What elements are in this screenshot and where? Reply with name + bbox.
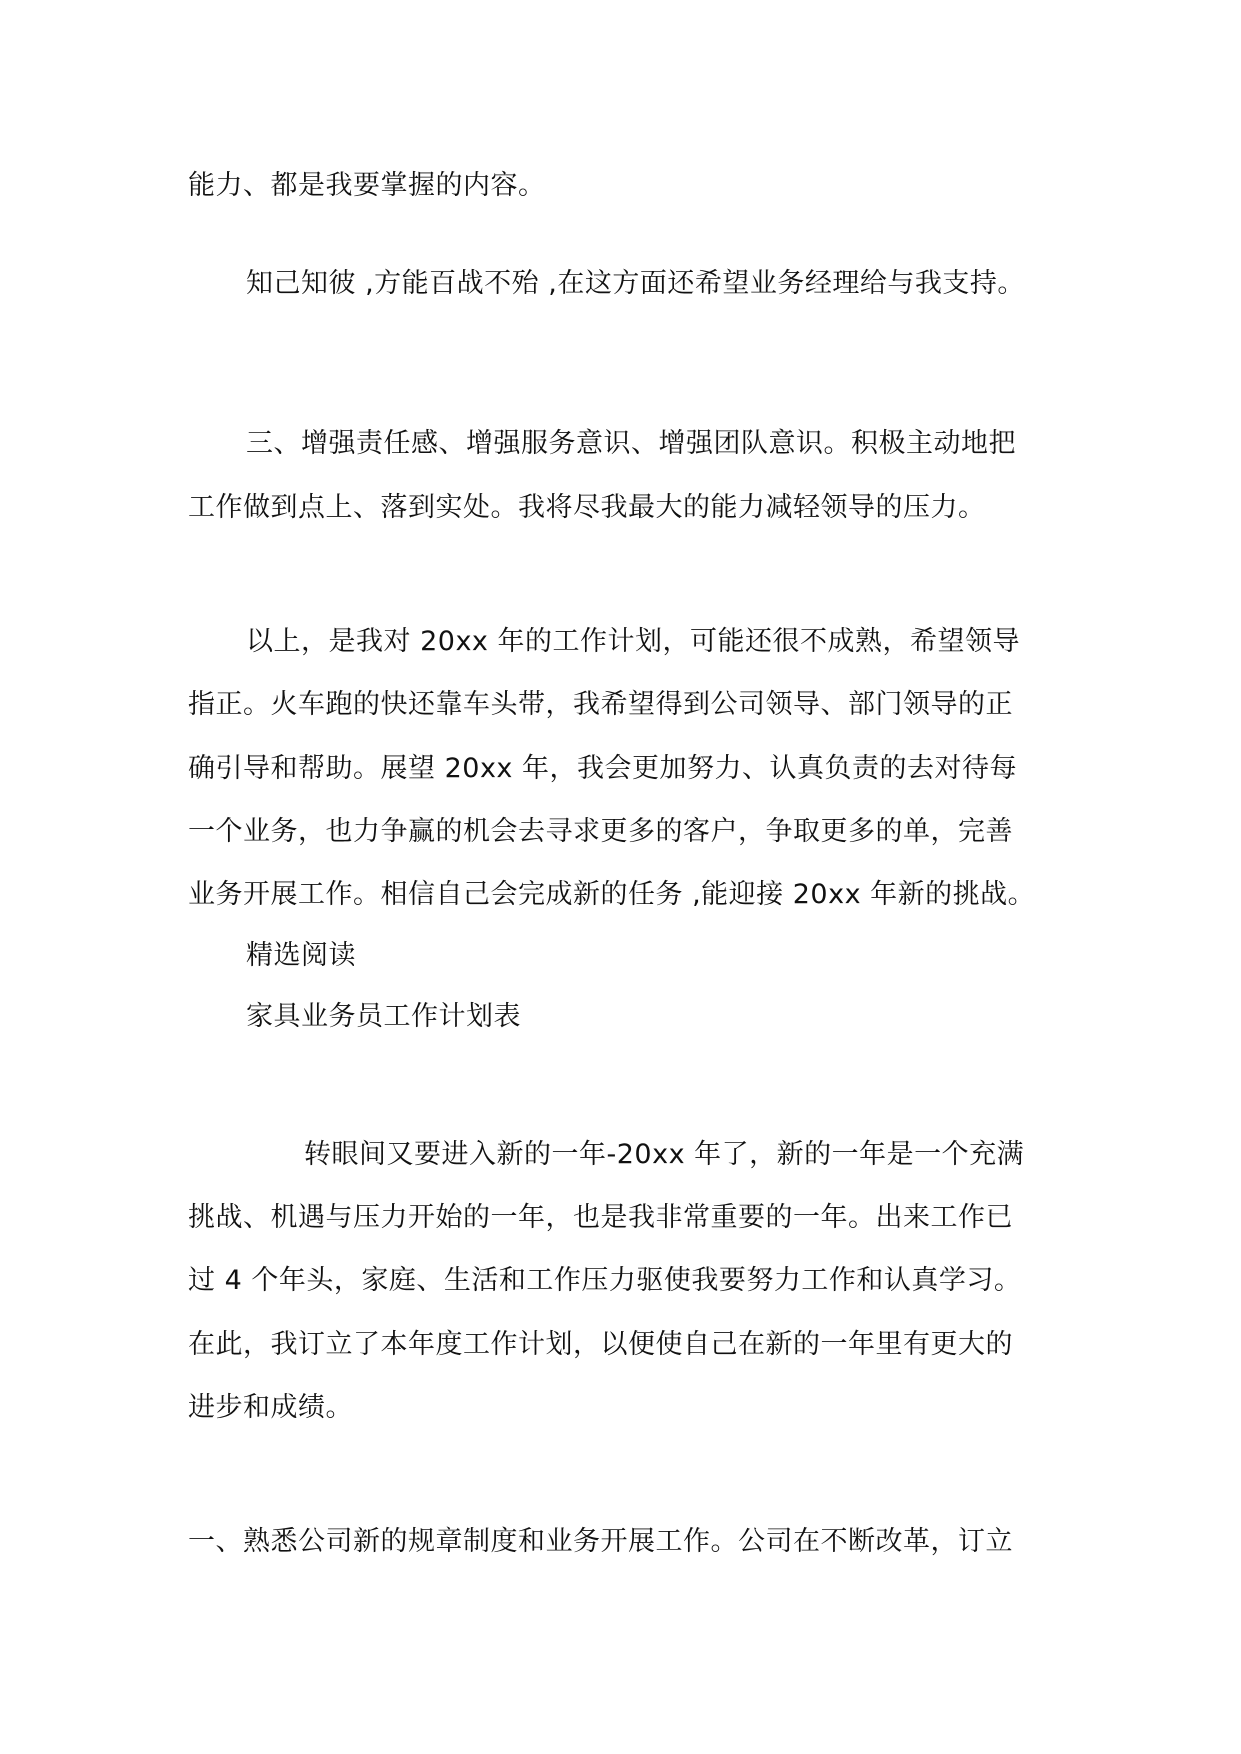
paragraph-line: 转眼间又要进入新的一年-20xx 年了，新的一年是一个充满 (304, 1139, 1025, 1170)
paragraph-line: 在此，我订立了本年度工作计划，以便使自己在新的一年里有更大的 (188, 1329, 1013, 1360)
paragraph-line: 工作做到点上、落到实处。我将尽我最大的能力减轻领导的压力。 (188, 492, 986, 523)
paragraph-line: 挑战、机遇与压力开始的一年，也是我非常重要的一年。出来工作已 (188, 1202, 1013, 1233)
paragraph-line: 指正。火车跑的快还靠车头带，我希望得到公司领导、部门领导的正 (188, 689, 1013, 720)
paragraph-line: 业务开展工作。相信自己会完成新的任务 ,能迎接 20xx 年新的挑战。 (188, 879, 1036, 910)
paragraph-line: 以上，是我对 20xx 年的工作计划，可能还很不成熟，希望领导 (246, 626, 1020, 657)
paragraph-line: 能力、都是我要掌握的内容。 (188, 170, 546, 201)
paragraph-line: 进步和成绩。 (188, 1392, 353, 1423)
paragraph-line: 一、熟悉公司新的规章制度和业务开展工作。公司在不断改革，订立 (188, 1526, 1013, 1557)
paragraph-line: 确引导和帮助。展望 20xx 年，我会更加努力、认真负责的去对待每 (188, 753, 1017, 784)
paragraph-line: 过 4 个年头，家庭、生活和工作压力驱使我要努力工作和认真学习。 (188, 1265, 1022, 1296)
paragraph-line: 一个业务，也力争赢的机会去寻求更多的客户，争取更多的单，完善 (188, 816, 1013, 847)
section-heading: 精选阅读 (246, 940, 356, 971)
paragraph-line: 三、增强责任感、增强服务意识、增强团队意识。积极主动地把 (246, 428, 1016, 459)
article-title: 家具业务员工作计划表 (246, 1001, 521, 1032)
paragraph-line: 知己知彼 ,方能百战不殆 ,在这方面还希望业务经理给与我支持。 (246, 268, 1025, 299)
